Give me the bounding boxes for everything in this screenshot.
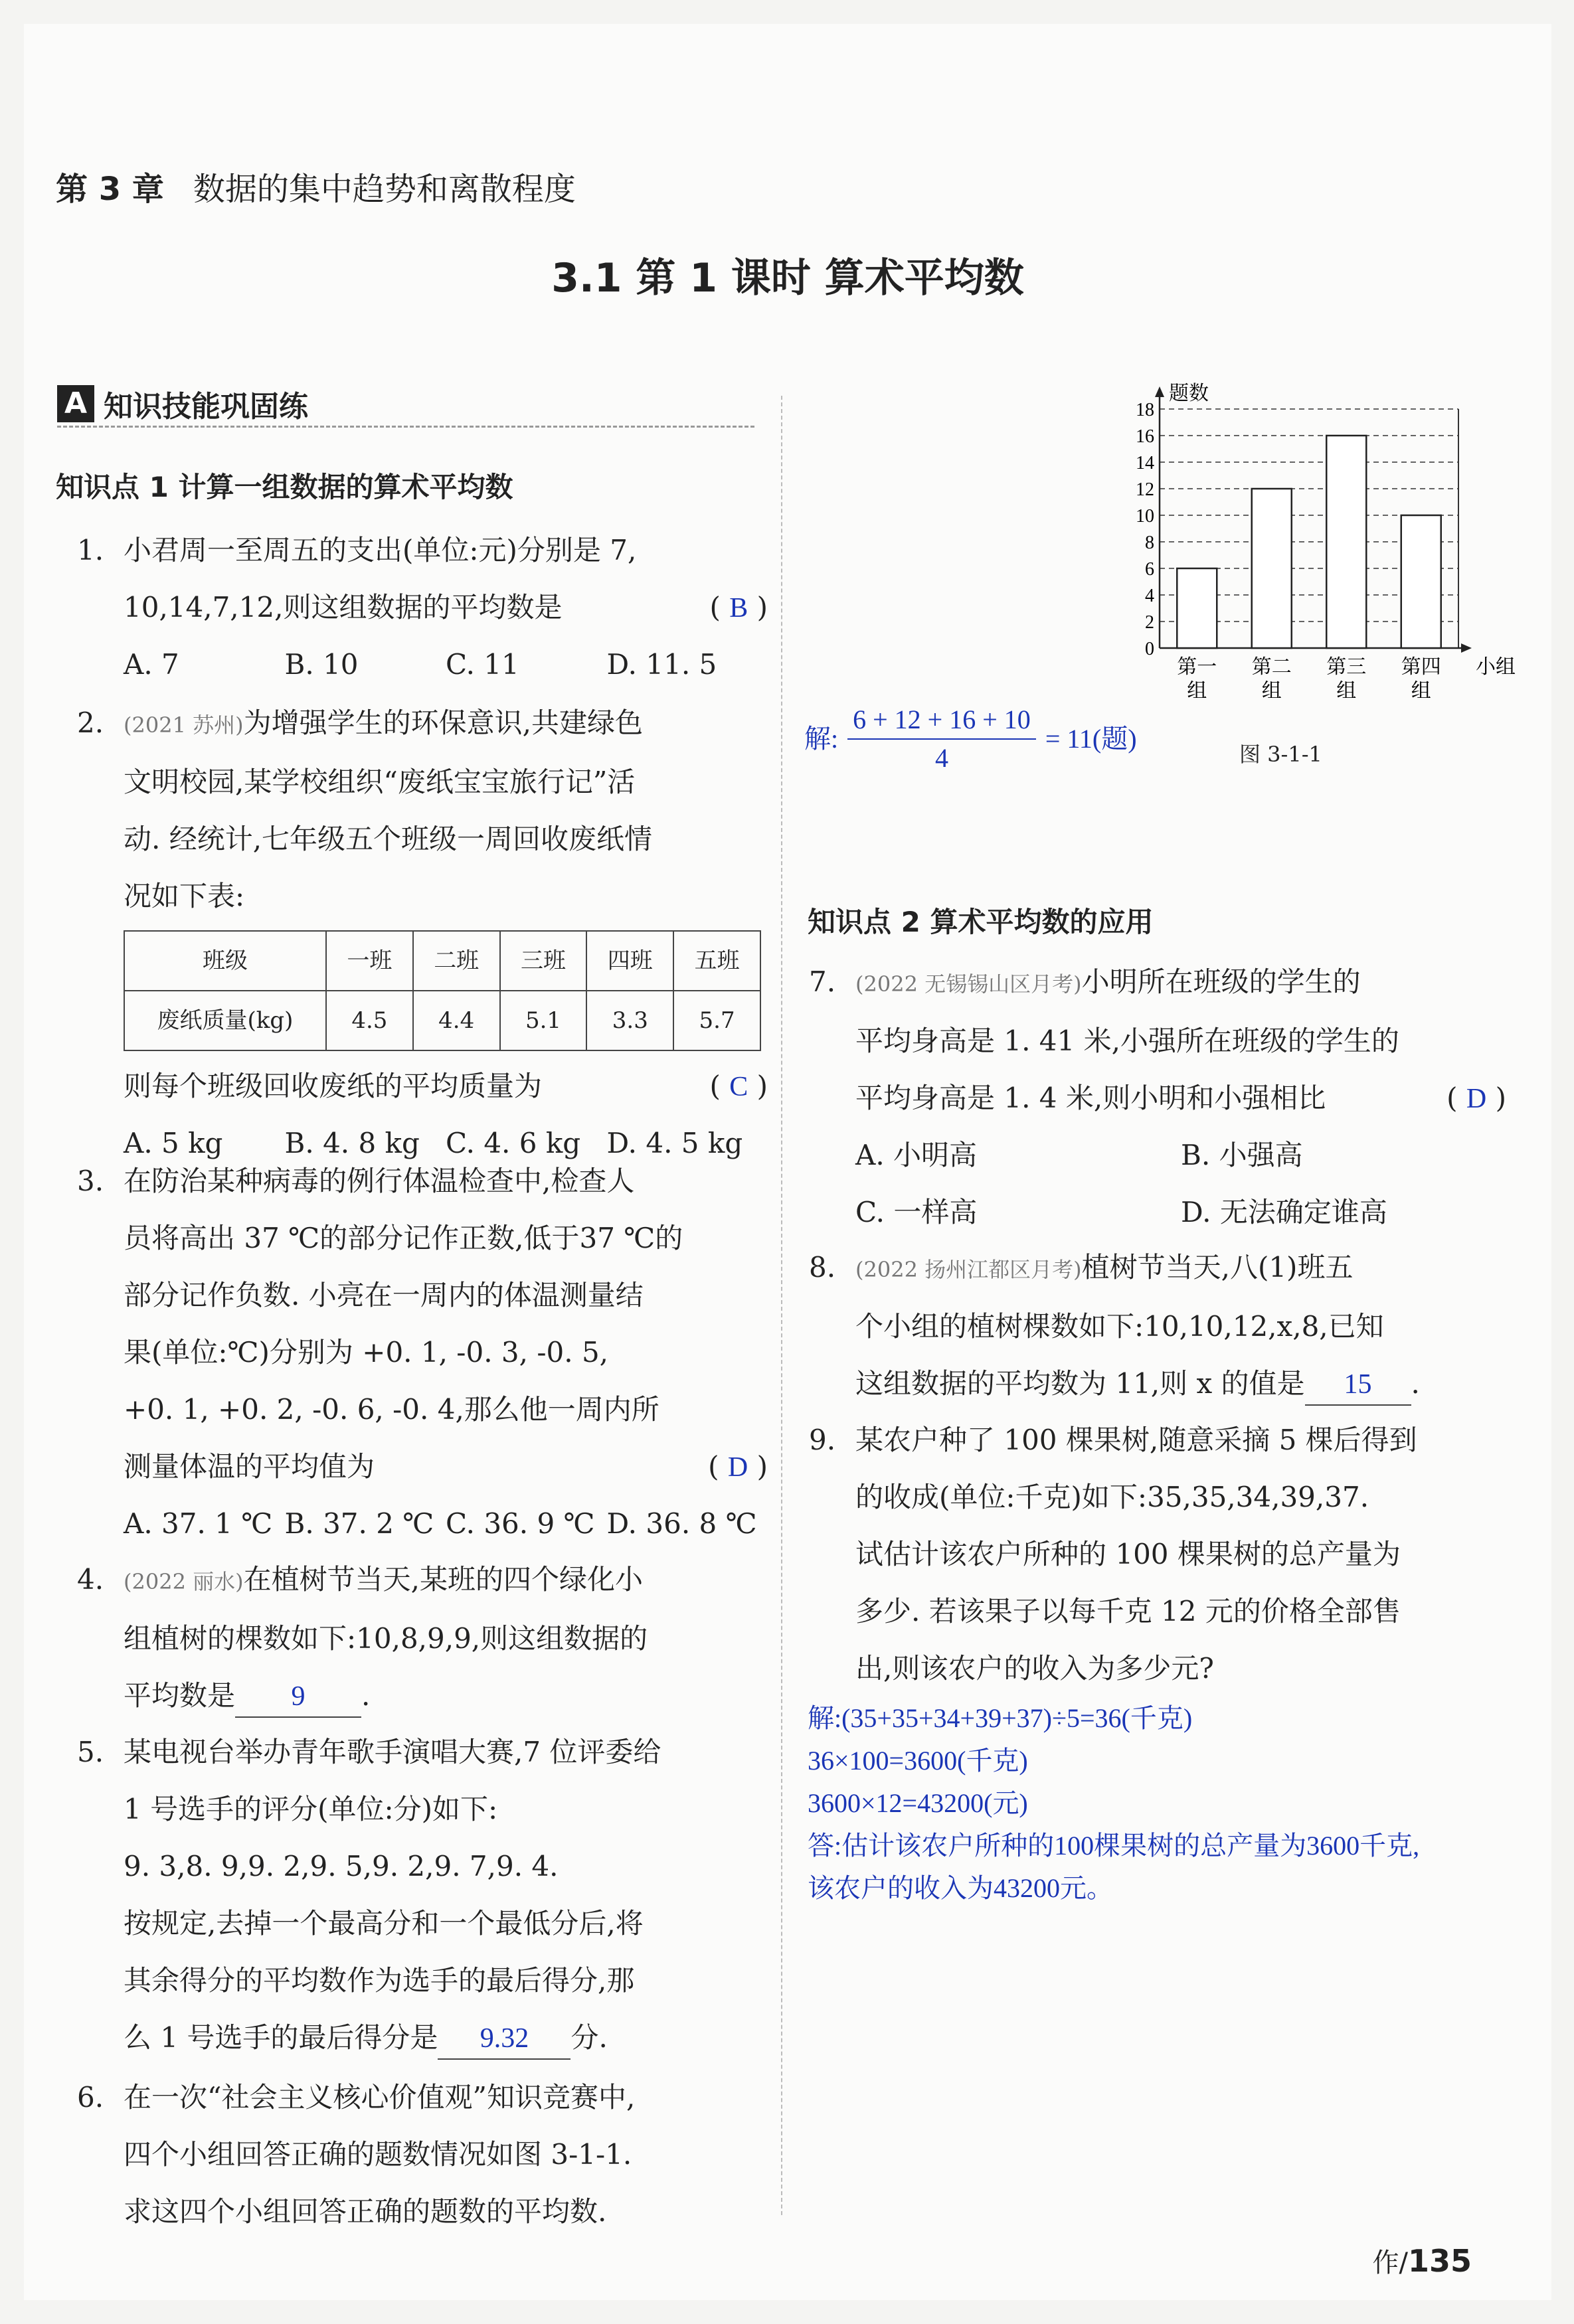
answer-paren: ( D ) (1446, 1082, 1506, 1114)
question-text: 的收成(单位:千克)如下:35,35,34,39,37. (855, 1481, 1369, 1513)
question-text: 10,14,7,12,则这组数据的平均数是 (124, 591, 563, 623)
chapter-title: 数据的集中趋势和离散程度 (193, 171, 576, 208)
y-tick-label: 8 (1145, 533, 1154, 553)
question-text: 小明所在班级的学生的 (1081, 965, 1361, 998)
question-number: 1. (77, 534, 104, 566)
question-9 (809, 1412, 1506, 1697)
chart-group (1136, 382, 1516, 703)
question-2 (77, 695, 768, 1172)
answer: B (729, 593, 748, 623)
page-value: 135 (1407, 2243, 1472, 2279)
question-text: 平均身高是 1. 4 米,则小明和小强相比 (855, 1082, 1326, 1114)
question-4 (77, 1551, 768, 1724)
answer-paren: ( D ) (708, 1450, 768, 1483)
question-text: 9. 3,8. 9,9. 2,9. 5,9. 2,9. 7,9. 4. (124, 1850, 559, 1882)
question-text: +0. 1, +0. 2, -0. 6, -0. 4,那么他一周内所 (124, 1393, 659, 1426)
option-c: C. 11 (446, 648, 519, 681)
question-text: 组植树的棵数如下:10,8,9,9,则这组数据的 (124, 1622, 648, 1655)
option-d: D. 无法确定谁高 (1181, 1196, 1387, 1228)
option-d: D. 4. 5 kg (606, 1127, 743, 1159)
question-source: (2022 丽水) (124, 1569, 244, 1594)
chapter-number: 第 3 章 (56, 171, 164, 208)
bar (1252, 489, 1292, 648)
option-c: C. 一样高 (855, 1196, 978, 1228)
question-7 (809, 954, 1506, 1241)
option-a: A. 5 kg (124, 1127, 223, 1159)
solution-line: 该农户的收入为43200元。 (808, 1873, 1113, 1903)
question-1 (77, 522, 768, 693)
question-5 (77, 1724, 768, 2066)
answer: D (727, 1452, 748, 1483)
y-tick-label: 16 (1136, 426, 1154, 447)
x-tick-label: 第四 (1401, 655, 1441, 679)
option-a: A. 7 (124, 648, 179, 681)
option-d: D. 11. 5 (606, 648, 717, 681)
solution-prefix: 解: (804, 724, 839, 754)
table-cell: 5.1 (500, 991, 587, 1050)
option-a: A. 37. 1 ℃ (124, 1507, 273, 1540)
waste-paper-table (124, 930, 761, 1051)
question-text: 求这四个小组回答正确的题数的平均数. (124, 2195, 607, 2228)
question-text: 么 1 号选手的最后得分是 (124, 2021, 438, 2054)
y-axis-label: 题数 (1169, 382, 1209, 405)
denominator: 4 (934, 743, 948, 773)
question-text: 测量体温的平均值为 (124, 1450, 375, 1483)
question-6 (77, 2069, 768, 2240)
solution-line: 答:估计该农户所种的100棵果树的总产量为3600千克, (808, 1831, 1420, 1861)
fraction (847, 701, 1036, 777)
chapter-header (56, 163, 576, 209)
bar (1177, 568, 1217, 648)
table-header: 班级 (124, 931, 326, 991)
question-text: 在植树节当天,某班的四个绿化小 (243, 1563, 643, 1596)
question-text: . (361, 1679, 371, 1712)
y-tick-label: 0 (1145, 639, 1154, 659)
table-header: 一班 (326, 931, 413, 991)
textbook-page (24, 24, 1551, 2300)
question-text: 果(单位:℃)分别为 +0. 1, -0. 3, -0. 5, (124, 1336, 609, 1369)
question-text: 况如下表: (124, 880, 245, 912)
question-number: 8. (809, 1251, 836, 1284)
numerator: 6 + 12 + 16 + 10 (847, 701, 1036, 740)
question-8 (809, 1239, 1506, 1412)
y-axis-arrow (1155, 386, 1164, 397)
question-number: 9. (809, 1424, 836, 1456)
page-number (1372, 2242, 1472, 2280)
x-tick-label: 第二 (1251, 655, 1292, 679)
bar (1401, 515, 1441, 648)
question-text: 为增强学生的环保意识,共建绿色 (243, 706, 643, 739)
options (855, 1184, 1506, 1241)
question-text: 四个小组回答正确的题数情况如图 3-1-1. (124, 2138, 632, 2171)
answer: C (729, 1072, 748, 1102)
page-prefix: 作/ (1372, 2248, 1408, 2278)
answer-blank: 15 (1305, 1365, 1411, 1406)
solution-line: 解:(35+35+34+39+37)÷5=36(千克) (808, 1703, 1193, 1733)
solution-result: = 11(题) (1045, 724, 1137, 754)
question-text: 平均身高是 1. 41 米,小强所在班级的学生的 (855, 1025, 1399, 1057)
option-b: B. 小强高 (1181, 1139, 1303, 1171)
question-text: 小君周一至周五的支出(单位:元)分别是 7, (124, 534, 637, 566)
y-tick-label: 6 (1145, 559, 1154, 580)
question-text: . (1411, 1367, 1420, 1400)
table-header: 三班 (500, 931, 587, 991)
q6-solution (804, 701, 1137, 777)
question-text: 在防治某种病毒的例行体温检查中,检查人 (124, 1165, 635, 1197)
question-number: 6. (77, 2081, 104, 2114)
answer-paren: ( B ) (709, 591, 768, 623)
question-text: 平均数是 (124, 1679, 236, 1712)
option-a: A. 小明高 (855, 1139, 978, 1171)
y-tick-label: 10 (1136, 506, 1154, 527)
option-b: B. 37. 2 ℃ (284, 1507, 434, 1540)
question-text: 1 号选手的评分(单位:分)如下: (124, 1793, 498, 1825)
question-text: 在一次“社会主义核心价值观”知识竞赛中, (124, 2081, 636, 2114)
section-divider (57, 426, 754, 428)
table-cell: 5.7 (673, 991, 760, 1050)
q9-solution (808, 1697, 1538, 1910)
table-row (124, 931, 760, 991)
options (124, 1495, 768, 1552)
question-text: 按规定,去掉一个最高分和一个最低分后,将 (124, 1907, 644, 1940)
question-text: 分. (570, 2021, 608, 2054)
question-text: 植树节当天,八(1)班五 (1081, 1251, 1354, 1284)
table-cell: 4.4 (413, 991, 500, 1050)
table-cell: 废纸质量(kg) (124, 991, 326, 1050)
solution-line: 36×100=3600(千克) (808, 1746, 1028, 1776)
table-header: 五班 (673, 931, 760, 991)
table-cell: 3.3 (586, 991, 673, 1050)
table-header: 四班 (586, 931, 673, 991)
bar (1326, 436, 1366, 648)
question-text: 部分记作负数. 小亮在一周内的体温测量结 (124, 1279, 644, 1311)
question-text: 其余得分的平均数作为选手的最后得分,那 (124, 1964, 635, 1997)
x-tick-label: 组 (1336, 679, 1357, 703)
question-number: 7. (809, 965, 836, 998)
x-tick-label: 组 (1187, 679, 1207, 703)
answer: D (1466, 1084, 1487, 1114)
y-tick-label: 18 (1136, 400, 1154, 420)
knowledge-point-2-title: 知识点 2 算术平均数的应用 (808, 906, 1154, 938)
x-axis-arrow (1461, 643, 1472, 653)
section-title: 知识技能巩固练 (104, 390, 308, 424)
option-b: B. 4. 8 kg (284, 1127, 420, 1159)
question-number: 5. (77, 1736, 104, 1768)
option-d: D. 36. 8 ℃ (606, 1507, 757, 1540)
lesson-title: 3.1 第 1 课时 算术平均数 (551, 255, 1024, 301)
table-row (124, 991, 760, 1050)
x-tick-label: 组 (1261, 679, 1282, 703)
question-number: 4. (77, 1563, 104, 1596)
y-tick-label: 12 (1136, 479, 1154, 500)
question-number: 3. (77, 1165, 104, 1197)
question-text: 某电视台举办青年歌手演唱大赛,7 位评委给 (124, 1736, 661, 1768)
table-cell: 4.5 (326, 991, 413, 1050)
y-tick-label: 4 (1145, 586, 1154, 606)
x-tick-label: 第一 (1177, 655, 1217, 679)
question-text: 试估计该农户所种的 100 棵果树的总产量为 (855, 1538, 1401, 1570)
column-divider (781, 396, 782, 2215)
question-source: (2022 无锡锡山区月考) (855, 971, 1082, 997)
option-c: C. 36. 9 ℃ (446, 1507, 595, 1540)
knowledge-point-1-title: 知识点 1 计算一组数据的算术平均数 (56, 471, 513, 503)
question-source: (2021 苏州) (124, 712, 244, 738)
question-number: 2. (77, 706, 104, 739)
figure-caption: 图 3-1-1 (1239, 742, 1322, 767)
option-b: B. 10 (284, 648, 359, 681)
question-text: 员将高出 37 ℃的部分记作正数,低于37 ℃的 (124, 1222, 683, 1254)
options (124, 636, 768, 693)
table-header: 二班 (413, 931, 500, 991)
question-text: 某农户种了 100 棵果树,随意采摘 5 棵后得到 (855, 1424, 1417, 1456)
question-text: 动. 经统计,七年级五个班级一周回收废纸情 (124, 823, 653, 855)
section-a-heading (57, 382, 308, 425)
solution-line: 3600×12=43200(元) (808, 1788, 1028, 1818)
question-text: 文明校园,某学校组织“废纸宝宝旅行记”活 (124, 766, 636, 798)
answer-blank: 9.32 (438, 2019, 570, 2060)
answer-blank: 9 (235, 1677, 361, 1718)
bar-chart (1126, 382, 1538, 714)
y-tick-label: 2 (1145, 612, 1154, 633)
x-tick-label: 组 (1411, 679, 1431, 703)
question-source: (2022 扬州江都区月考) (855, 1257, 1082, 1282)
option-c: C. 4. 6 kg (446, 1127, 581, 1159)
question-3 (77, 1153, 768, 1552)
question-text: 个小组的植树棵数如下:10,10,12,x,8,已知 (855, 1310, 1384, 1343)
x-axis-label: 小组 (1476, 655, 1516, 679)
question-text: 则每个班级回收废纸的平均质量为 (124, 1070, 543, 1102)
answer-paren: ( C ) (709, 1070, 768, 1102)
options (855, 1127, 1506, 1184)
question-text: 这组数据的平均数为 11,则 x 的值是 (855, 1367, 1305, 1400)
section-badge: A (57, 385, 94, 422)
question-text: 出,则该农户的收入为多少元? (855, 1652, 1214, 1685)
question-text: 多少. 若该果子以每千克 12 元的价格全部售 (855, 1595, 1401, 1627)
y-tick-label: 14 (1136, 453, 1154, 473)
x-tick-label: 第三 (1326, 655, 1367, 679)
